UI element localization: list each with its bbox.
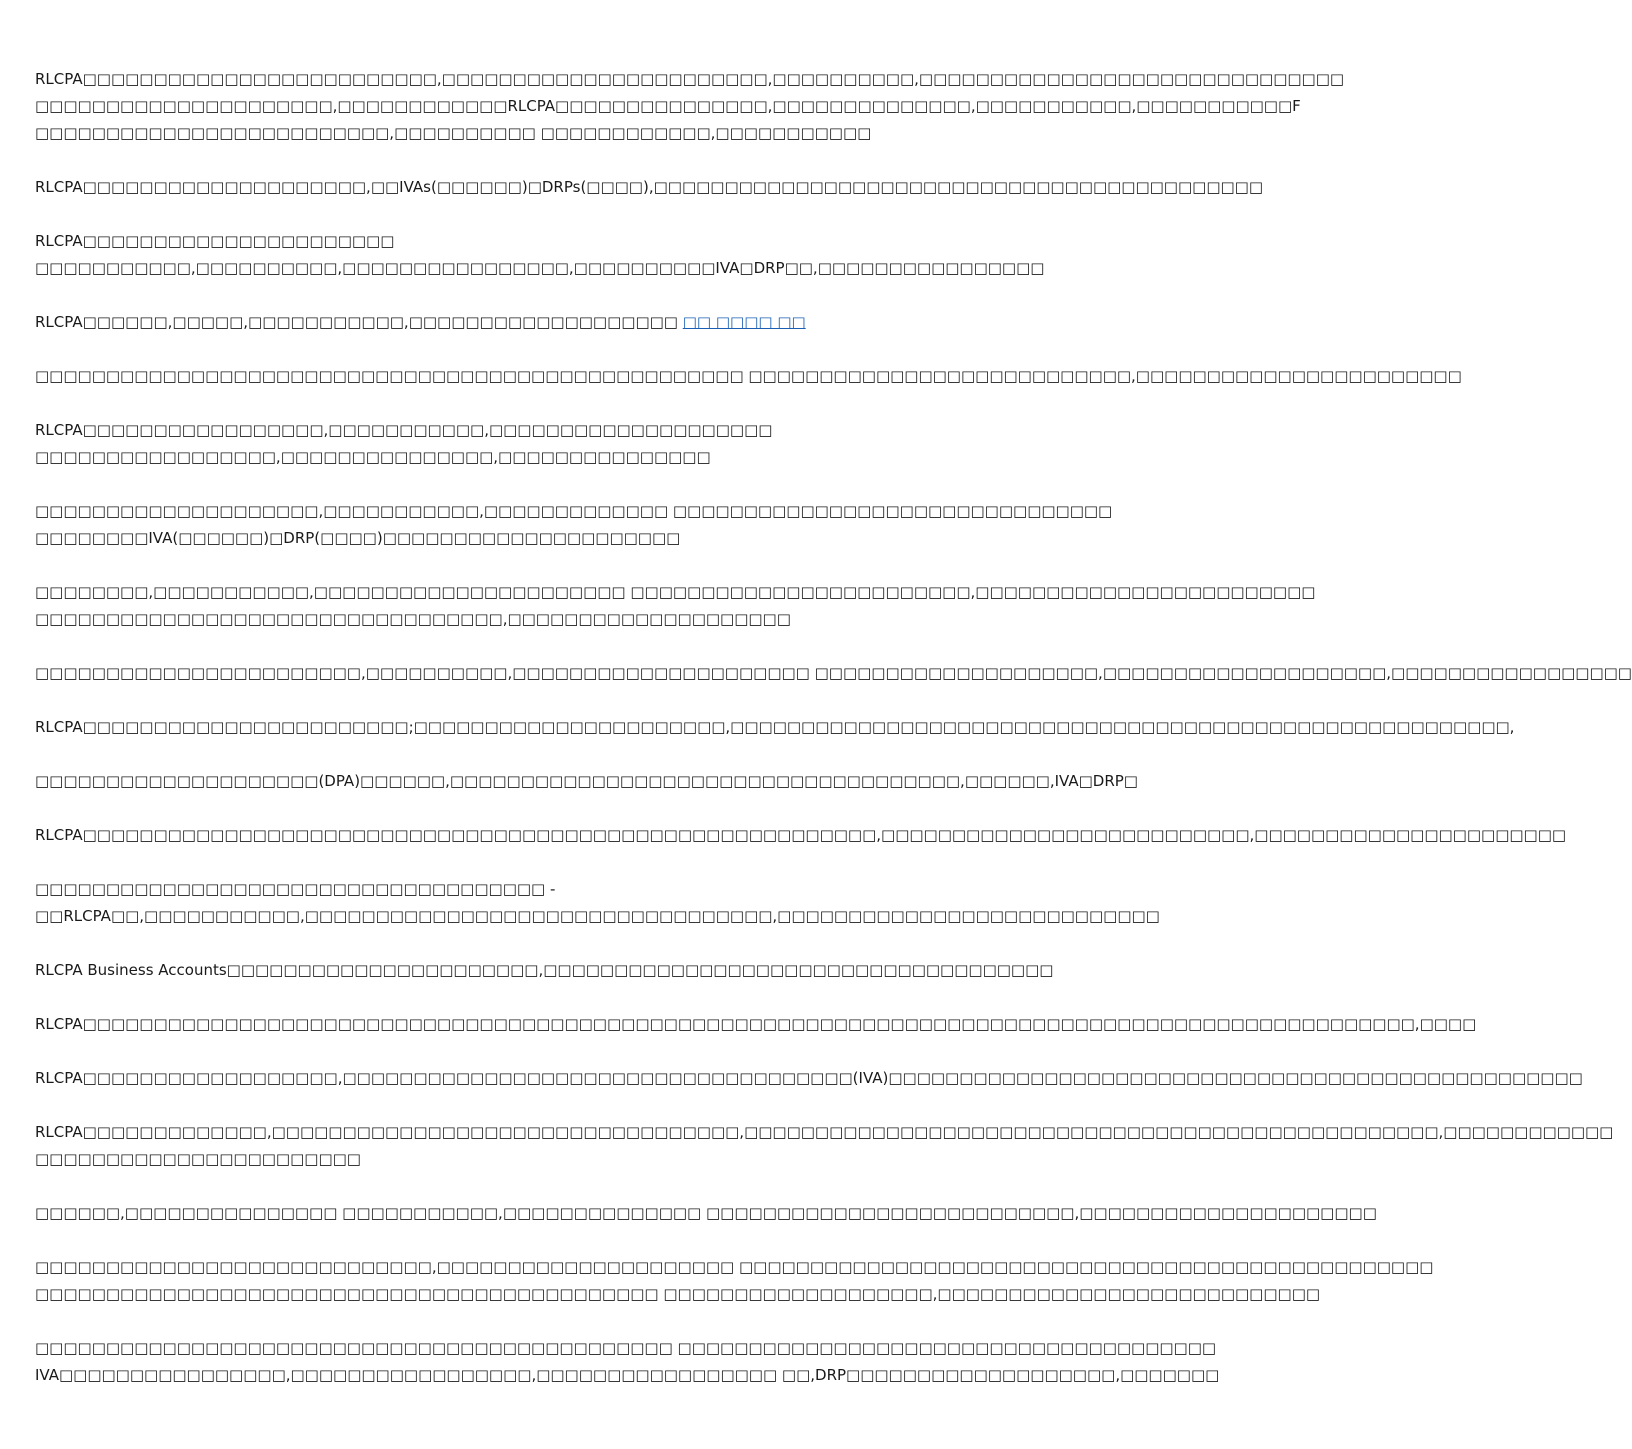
inline-link[interactable]: □□ □□□□ □□ — [682, 313, 806, 331]
paragraph-7 — [35, 498, 1113, 552]
text-line: □□□□□□□□□□□□□□□□□□□□□,□□□□□□□□□□□□RLCPA□□□□□□□□□□□□□□□,□□□□□□□□□□□□□□,□□□□□□□□□□□,□□□□□□□□□□□F — [35, 97, 1301, 115]
text-line — [35, 309, 990, 336]
text-line: RLCPA□□□□□□□□□□□□□,□□□□□□□□□□□□□□□□□□□□□□□□□□□□□□□□□,□□□□□□□□□□□□□□□□□□□□□□□□□□□□□□□□□□□□□□□□□□□□□□□□□,□□□□□□□□□□□□ — [35, 1123, 1614, 1141]
paragraph-1 — [35, 66, 1345, 147]
paragraph-16 — [35, 1065, 1583, 1092]
text-line: RLCPA Business Accounts□□□□□□□□□□□□□□□□□□□□□□,□□□□□□□□□□□□□□□□□□□□□□□□□□□□□□□□□□□□ — [35, 961, 1054, 979]
text-line: □□□□□□□□□□□□□□□□□□□□□□□□□□□□□□□□□,□□□□□□□□□□□□□□□□□□□□ — [35, 610, 791, 628]
paragraph-17 — [35, 1119, 1614, 1173]
text-line: □□□□□□□□□□□□□□□□□,□□□□□□□□□□□□□□□,□□□□□□□□□□□□□□□ — [35, 448, 711, 466]
text-line: RLCPA□□□□□□□□□□□□□□□□□□□□,□□IVAs(□□□□□□)□DRPs(□□□□),□□□□□□□□□□□□□□□□□□□□□□□□□□□□□□□□□□□□□□□□□□□ — [35, 178, 1264, 196]
text-line: □□□□□□□□□□□□□□□□□□□□□□□ — [35, 1150, 361, 1168]
text-line: RLCPA□□□□□□□□□□□□□□□□□□□□□□ — [35, 232, 395, 250]
text-span: RLCPA□□□□□□,□□□□□,□□□□□□□□□□□,□□□□□□□□□□□□□□□□□□□ — [35, 313, 683, 331]
paragraph-11 — [35, 768, 1138, 795]
paragraph-2 — [35, 174, 1264, 201]
text-line: RLCPA□□□□□□□□□□□□□□□□□□□□□□□□□,□□□□□□□□□□□□□□□□□□□□□□□,□□□□□□□□□□,□□□□□□□□□□□□□□□□□□□□□□□□□□□□□□ — [35, 70, 1345, 88]
text-line: □□□□□□□□□□□□□□□□□□□□□□□,□□□□□□□□□□,□□□□□□□□□□□□□□□□□□□□□ □□□□□□□□□□□□□□□□□□□□,□□□□□□□□□□□□□□□□□□□□,□□□□□□□□□□□□□□□□□ — [35, 664, 1632, 682]
document-body — [35, 66, 1632, 1416]
text-line: □□RLCPA□□,□□□□□□□□□□□,□□□□□□□□□□□□□□□□□□□□□□□□□□□□□□□□□,□□□□□□□□□□□□□□□□□□□□□□□□□□□ — [35, 907, 1160, 925]
text-line: □□□□□□□□□□□□□□□□□□□□□□□□□□□□□□□□□□□□□□□□□□□□ □□□□□□□□□□□□□□□□□□□,□□□□□□□□□□□□□□□□□□□□□□□□□□□ — [35, 1285, 1321, 1303]
text-line: □□□□□□□□□□□□□□□□□□□□,□□□□□□□□□□□,□□□□□□□□□□□□□ □□□□□□□□□□□□□□□□□□□□□□□□□□□□□□□ — [35, 502, 1113, 520]
text-line: RLCPA□□□□□□□□□□□□□□□□□,□□□□□□□□□□□,□□□□□□□□□□□□□□□□□□□□ — [35, 421, 773, 439]
paragraph-10 — [35, 714, 1515, 741]
text-line: □□□□□□□□□□□□□□□□□□□□□□□□□□□□□□□□□□□□□□□□□□□□□□□□□□ □□□□□□□□□□□□□□□□□□□□□□□□□□□,□□□□□□□□□□□□□□□□□□□□□□□ — [35, 367, 1462, 385]
text-line: RLCPA□□□□□□□□□□□□□□□□□□□□□□□□□□□□□□□□□□□□□□□□□□□□□□□□□□□□□□□□,□□□□□□□□□□□□□□□□□□□□□□□□□□,□□□□□□□□□□□□□□□□□□□□□□ — [35, 826, 1567, 844]
text-line: □□□□□□□□IVA(□□□□□□)□DRP(□□□□)□□□□□□□□□□□□□□□□□□□□□ — [35, 529, 681, 547]
paragraph-13 — [35, 876, 1160, 930]
text-line: RLCPA□□□□□□□□□□□□□□□□□□□□□□□;□□□□□□□□□□□□□□□□□□□□□□,□□□□□□□□□□□□□□□□□□□□□□□□□□□□□□□□□□□□□□□□□□□□□□□□□□□□□□□, — [35, 718, 1515, 736]
paragraph-20 — [35, 1335, 1220, 1389]
paragraph-12 — [35, 822, 1567, 849]
text-line: □□□□□□□□□□□,□□□□□□□□□□,□□□□□□□□□□□□□□□□,□□□□□□□□□□IVA□DRP□□,□□□□□□□□□□□□□□□□ — [35, 259, 1045, 277]
paragraph-8 — [35, 579, 1316, 633]
paragraph-15 — [35, 1011, 1477, 1038]
paragraph-4 — [35, 309, 990, 336]
text-line: IVA□□□□□□□□□□□□□□□□,□□□□□□□□□□□□□□□□□,□□□□□□□□□□□□□□□□□ □□,DRP□□□□□□□□□□□□□□□□□□□,□□□□□□□ — [35, 1366, 1220, 1384]
paragraph-14 — [35, 957, 1054, 984]
paragraph-19 — [35, 1254, 1434, 1308]
text-line: □□□□□□,□□□□□□□□□□□□□□□ □□□□□□□□□□□,□□□□□□□□□□□□□□ □□□□□□□□□□□□□□□□□□□□□□□□□□,□□□□□□□□□□□□□□□□□□□□□ — [35, 1204, 1377, 1222]
text-line: □□□□□□□□□□□□□□□□□□□□□□□□□□□□,□□□□□□□□□□□□□□□□□□□□□ □□□□□□□□□□□□□□□□□□□□□□□□□□□□□□□□□□□□□□□□□□□□□□□□□ — [35, 1258, 1434, 1276]
text-line: RLCPA□□□□□□□□□□□□□□□□□□□□□□□□□□□□□□□□□□□□□□□□□□□□□□□□□□□□□□□□□□□□□□□□□□□□□□□□□□□□□□□□□□□□□□□□□□□□□□,□□□□ — [35, 1015, 1477, 1033]
paragraph-9 — [35, 660, 1632, 687]
paragraph-6 — [35, 417, 990, 471]
text-line: RLCPA□□□□□□□□□□□□□□□□□□,□□□□□□□□□□□□□□□□□□□□□□□□□□□□□□□□□□□□(IVA)□□□□□□□□□□□□□□□□□□□□□□□□□□□□□□□□□□□□□□□□□□□□□□□□□ — [35, 1069, 1583, 1087]
paragraph-3 — [35, 228, 1045, 282]
paragraph-5 — [35, 363, 1462, 390]
text-line: □□□□□□□□□□□□□□□□□□□□□□□□□□□□□□□□□□□□□□□□□□□□□ □□□□□□□□□□□□□□□□□□□□□□□□□□□□□□□□□□□□□□ — [35, 1339, 1217, 1357]
text-line: □□□□□□□□□□□□□□□□□□□□□□□□□□□□□□□□□□□□ - — [35, 880, 556, 898]
text-line: □□□□□□□□□□□□□□□□□□□□(DPA)□□□□□□,□□□□□□□□□□□□□□□□□□□□□□□□□□□□□□□□□□□□,□□□□□□,IVA□DRP□ — [35, 772, 1138, 790]
text-line: □□□□□□□□□□□□□□□□□□□□□□□□□,□□□□□□□□□□ □□□□□□□□□□□□,□□□□□□□□□□□ — [35, 124, 872, 142]
paragraph-18 — [35, 1200, 1377, 1227]
text-line: □□□□□□□□,□□□□□□□□□□□,□□□□□□□□□□□□□□□□□□□□□□ □□□□□□□□□□□□□□□□□□□□□□□□,□□□□□□□□□□□□□□□□□□□□□□□□ — [35, 583, 1316, 601]
